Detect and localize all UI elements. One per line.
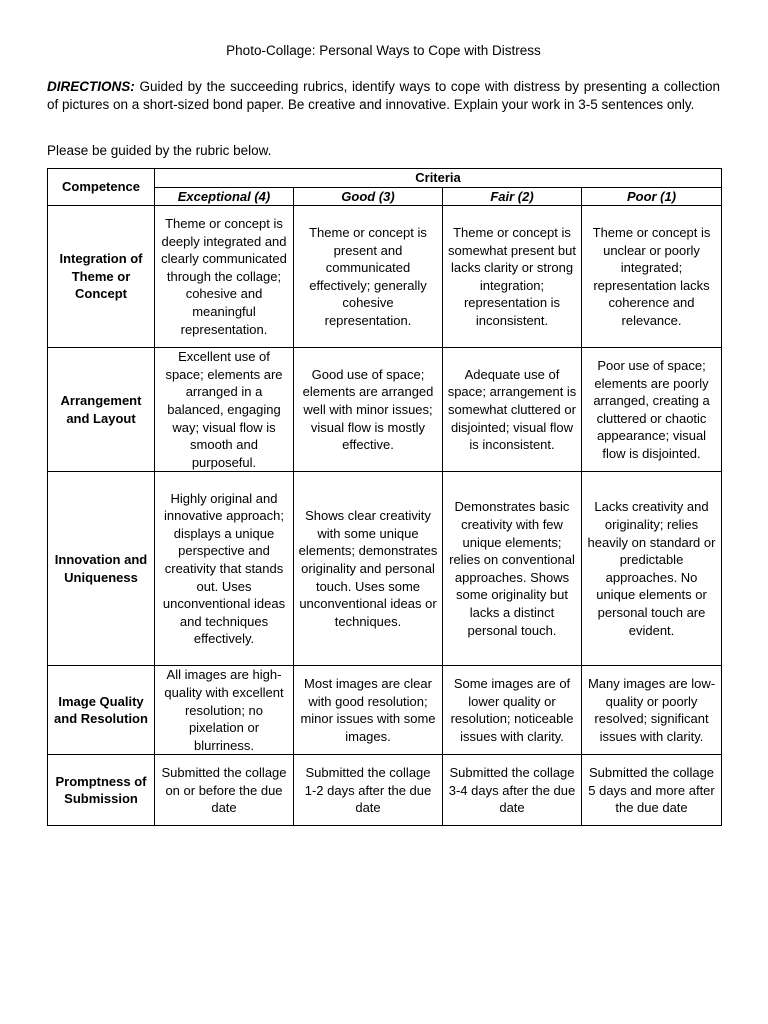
rubric-cell: Theme or concept is somewhat present but lacks clarity or strong integration; representation is inconsistent. (443, 206, 582, 348)
rubric-cell: All images are high-quality with excellent resolution; no pixelation or blurriness. (155, 666, 294, 755)
rubric-guide-text: Please be guided by the rubric below. (47, 143, 272, 158)
rubric-cell: Many images are low-quality or poorly resolved; significant issues with clarity. (582, 666, 722, 755)
criteria-header: Criteria (155, 169, 722, 188)
rubric-cell: Good use of space; elements are arranged well with minor issues; visual flow is mostly effective. (294, 348, 443, 472)
rubric-cell: Most images are clear with good resolution; minor issues with some images. (294, 666, 443, 755)
rubric-cell: Submitted the collage on or before the due date (155, 755, 294, 826)
level-header-exceptional: Exceptional (4) (155, 187, 294, 206)
document-title: Photo-Collage: Personal Ways to Cope with Distress (226, 43, 541, 58)
rubric-table (47, 168, 722, 826)
rubric-cell: Lacks creativity and originality; relies heavily on standard or predictable approaches. No unique elements or personal touch are evident. (582, 472, 722, 666)
table-row (48, 348, 722, 472)
rubric-cell: Submitted the collage 1-2 days after the due date (294, 755, 443, 826)
directions-paragraph (47, 78, 720, 113)
rubric-cell: Adequate use of space; arrangement is somewhat cluttered or disjointed; visual flow is inconsistent. (443, 348, 582, 472)
rubric-cell: Some images are of lower quality or resolution; noticeable issues with clarity. (443, 666, 582, 755)
rubric-cell: Submitted the collage 5 days and more after the due date (582, 755, 722, 826)
rubric-cell: Shows clear creativity with some unique elements; demonstrates originality and personal touch. Uses some unconventional ideas or techniques. (294, 472, 443, 666)
level-header-poor: Poor (1) (582, 187, 722, 206)
rubric-cell: Theme or concept is present and communicated effectively; generally cohesive representation. (294, 206, 443, 348)
rubric-cell: Submitted the collage 3-4 days after the due date (443, 755, 582, 826)
table-row (48, 472, 722, 666)
competence-cell: Promptness of Submission (48, 755, 155, 826)
table-row (48, 755, 722, 826)
level-header-fair: Fair (2) (443, 187, 582, 206)
rubric-cell: Theme or concept is deeply integrated and clearly communicated through the collage; cohesive and meaningful representation. (155, 206, 294, 348)
table-row (48, 666, 722, 755)
directions-text: Guided by the succeeding rubrics, identify ways to cope with distress by presenting a collection of pictures on a short-sized bond paper. Be creative and innovative. Explain your work in 3-5 sentences only. (47, 79, 720, 112)
directions-label: DIRECTIONS: (47, 79, 135, 94)
rubric-cell: Highly original and innovative approach; displays a unique perspective and creativity that stands out. Uses unconventional ideas and techniques effectively. (155, 472, 294, 666)
competence-cell: Integration of Theme or Concept (48, 206, 155, 348)
competence-cell: Arrangement and Layout (48, 348, 155, 472)
header-row-criteria (48, 169, 722, 188)
level-header-good: Good (3) (294, 187, 443, 206)
table-row (48, 206, 722, 348)
rubric-cell: Theme or concept is unclear or poorly integrated; representation lacks coherence and relevance. (582, 206, 722, 348)
rubric-cell: Excellent use of space; elements are arranged in a balanced, engaging way; visual flow is smooth and purposeful. (155, 348, 294, 472)
competence-cell: Innovation and Uniqueness (48, 472, 155, 666)
competence-cell: Image Quality and Resolution (48, 666, 155, 755)
rubric-cell: Demonstrates basic creativity with few unique elements; relies on conventional approaches. Shows some originality but lacks a distinct personal touch. (443, 472, 582, 666)
competence-header: Competence (48, 169, 155, 206)
rubric-cell: Poor use of space; elements are poorly arranged, creating a cluttered or chaotic appearance; visual flow is disjointed. (582, 348, 722, 472)
